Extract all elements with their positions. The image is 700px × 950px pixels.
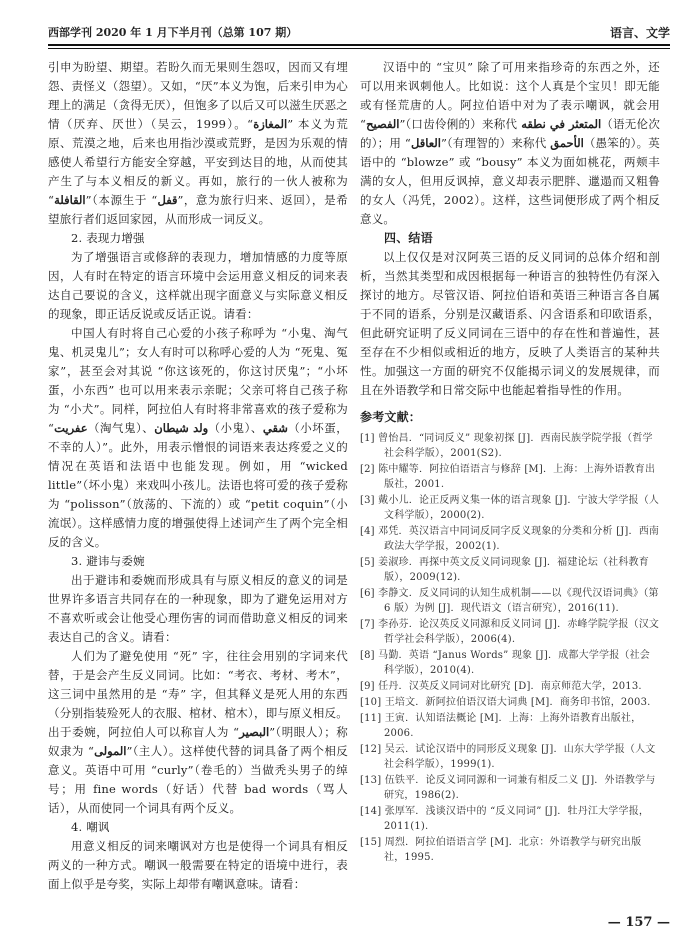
- text: （淘气鬼）、: [87, 421, 155, 435]
- paragraph: 以上仅仅是对汉阿英三语的反义同词的总体介绍和剖析，当然其类型和成因根据每一种语言的独特性仍有深入探讨的地方。尽管汉语、阿拉伯语和英语三种语言各自属于不同的语系，分别是汉藏语系、闪含语系和印欧语系，但此研究证明了反义同词在三语中的存在性和普遍性，甚至存在不少相似或相近的地方，反映了人类语言的某种共性。加强这一方面的研究不仅能揭示词义的发展规律，而且在外语教学和日常交际中也能起着指导性的作用。: [360, 250, 660, 397]
- header-rule: [48, 44, 670, 46]
- text: ”（有理智的）来称代: [440, 136, 551, 150]
- references-title: 参考文献：: [360, 410, 422, 424]
- text: ”，意为旅行归来、返回），是希望旅行者们返回家园，从而形成一词反义。: [48, 193, 348, 226]
- subsection-heading: 3. 避讳与委婉: [71, 554, 145, 568]
- reference-item: [7] 李孙芬．论汉英反义同源和反义同词 [J]．赤峰学院学报（汉文哲学社会科学版），2006(4).: [360, 619, 660, 645]
- reference-item: [12] 吴云．试论汉语中的同形反义现象 [J]．山东大学学报（人文社会科学版），1999(1).: [360, 744, 656, 770]
- paragraph: [48, 324, 348, 552]
- arabic-term: الأحمق: [550, 136, 584, 150]
- left-column: [48, 58, 348, 894]
- reference-item: [1] 曾怡昌．“同词反义” 现象初探 [J]．西南民族学院学报（哲学社会科学版），2001(S2).: [360, 433, 653, 459]
- arabic-term: عفريت: [54, 421, 88, 435]
- paragraph: 为了增强语言或修辞的表现力，增加情感的力度等原因，人有时在特定的语言环境中会运用意义相反的词来表达自己要说的含义，这样就出现字面意义与实际意义相反的现象，即正话反说或反话正说。请看：: [48, 250, 348, 321]
- reference-item: [3] 戴小儿．论正反两义集一体的语言现象 [J]．宁波大学学报（人文科学版），2000(2).: [360, 495, 660, 521]
- text: 中国人有时将自己心爱的小孩子称呼为 “小鬼、淘气鬼、机灵鬼儿”；女人有时可以称呼心爱的人为 “死鬼、冤家”，甚至会对其说 “你这该死的，你这讨厌鬼”；“小坏蛋，小东西” 也可以用来表示亲昵；父亲可将自己孩子称为 “小犬”。同样，阿拉伯人有时将非常喜欢的孩子爱称为 “: [48, 326, 348, 435]
- text: ” 本义为荒原、荒漠之地，后来也用指沙漠或荒野，是因为乐观的情感使人希望行方能安全穿越，平安到达目的地，从而使其产生了与本义相反的新义。再如，旅行的一伙人被称为 “: [48, 117, 348, 207]
- reference-item: [10] 王培文．新阿拉伯语汉语大词典 [M]．商务印书馆，2003.: [360, 697, 651, 708]
- reference-item: [14] 张厚军．浅谈汉语中的 “反义同词” [J]．牡丹江大学学报，2011(1).: [360, 806, 650, 832]
- text: 引申为盼望、期望。若盼久而无果则生怨叹，因而又有埋怨、责怪义（怨望）。又如，“厌”本义为饱，后来引申为心理上的满足（贪得无厌），但饱多了以后又可以滋生厌恶之情（厌弃、厌世）（吴云，1999）。“: [48, 60, 348, 131]
- text: ”（口齿伶俐的）来称代: [399, 117, 522, 131]
- text: 汉语中的 “宝贝” 除了可用来指珍奇的东西之外，还可以用来讽刺他人。比如说：这个人真是个宝贝！即无能或有怪荒唐的人。阿拉伯语中对为了表示嘲讽，就会用 “: [360, 60, 660, 131]
- references-list: [360, 431, 660, 865]
- section-heading: 四、结语: [384, 231, 433, 245]
- reference-item: [5] 姜淑珍．再探中英文反义同词现象 [J]．福建论坛（社科教育版），2009(12).: [360, 557, 649, 583]
- arabic-term: المولى: [94, 744, 127, 758]
- reference-item: [13] 伍铁平．论反义词同源和一词兼有相反二义 [J]．外语教学与研究，1986(2).: [360, 775, 656, 801]
- arabic-term: البصير: [239, 725, 270, 739]
- page-header: [48, 22, 670, 44]
- header-rule-thin: [48, 48, 670, 49]
- page-number: — 157 —: [608, 915, 670, 930]
- arabic-term: شقي: [262, 421, 288, 435]
- reference-item: [15] 周烈．阿拉伯语语言学 [M]．北京：外语教学与研究出版社，1995.: [360, 837, 642, 863]
- paragraph: [48, 647, 348, 818]
- arabic-term: المغازة: [253, 117, 288, 131]
- text: ”（主人）。这样使代替的词具备了两个相反意义。英语中可用 “curly”（卷毛的）当做秃头男子的绰号；用 fine words（好话）代替 bad words（骂人话），从而使同一个词具有两个反义。: [48, 744, 348, 815]
- text: ”（明眼人）；称奴隶为 “: [48, 725, 348, 758]
- reference-item: [8] 马勤．英语 “Janus Words” 现象 [J]．成都大学学报（社会科学版），2010(4).: [360, 650, 651, 676]
- subsection-heading: 4. 嘲讽: [71, 820, 110, 834]
- text: 人们为了避免使用 “死” 字，往往会用别的字词来代替，于是会产生反义同词。比如：“考衣、考材、考木”，这三词中虽然用的是 “寿” 字，但其释义是死人用的东西（分别指装殓死人的衣服、棺材、棺木），即与原义相反。出于委婉，阿拉伯人可以称盲人为 “: [48, 649, 348, 739]
- arabic-term: ولد شيطان: [154, 421, 209, 435]
- text: （小鬼）、: [208, 421, 263, 435]
- arabic-term: العاقل: [411, 136, 441, 150]
- paragraph: 用意义相反的词来嘲讽对方也是使得一个词具有相反两义的一种方式。嘲讽一般需要在特定的语境中进行，表面上似乎是夸奖，实际上却带有嘲讽意味。请看：: [48, 839, 348, 891]
- text: （小坏蛋，不幸的人）”。此外，用表示憎恨的词语来表达疼爱之义的情况在英语和法语中也能发现。例如，用 “wicked little”（坏小鬼）来戏叫小孩儿。法语也将可爱的孩子爱称为 “polisson”（放荡的、下流的）或 “petit coquin”（小流氓）。这样感情力度的增强使得上述词产生了两个完全相反的含义。: [48, 421, 348, 549]
- arabic-term: القافلة: [54, 193, 86, 207]
- right-column: [360, 58, 660, 866]
- section-title: 语言、文学: [609, 26, 670, 40]
- journal-title: 西部学刊 2020 年 1 月下半月刊（总第 107 期）: [48, 26, 298, 39]
- reference-item: [9] 任丹．汉英反义同词对比研究 [D]．南京师范大学，2013.: [360, 681, 642, 692]
- text: （愚笨的）。英语中的 “blowze” 或 “bousy” 本义为面如桃花，两颊丰满的女人，但用反讽掉，意义却表示肥胖、邋遢而又粗鲁的女人（冯凭，2002）。这样，这些词便形成了两个相反意义。: [360, 136, 661, 226]
- paragraph: [360, 58, 660, 229]
- paragraph: [48, 58, 348, 229]
- arabic-term: المتعثر في نطقه: [521, 117, 602, 131]
- text: （语无伦次的）；用 “: [360, 117, 661, 150]
- subsection-heading: 2. 表现力增强: [71, 231, 145, 245]
- reference-item: [4] 邓凭．英汉语言中同词反同字反义现象的分类和分析 [J]．西南政法大学学报，2002(1).: [360, 526, 660, 552]
- arabic-term: قفل: [157, 193, 178, 207]
- reference-item: [11] 王寅．认知语法概论 [M]．上海：上海外语教育出版社，2006.: [360, 713, 642, 739]
- arabic-term: الفصيح: [366, 117, 400, 131]
- reference-item: [2] 陈中耀等．阿拉伯语语言与修辞 [M]．上海：上海外语教育出版社，2001.: [360, 464, 656, 490]
- paragraph: 出于避讳和委婉而形成具有与原义相反的意义的词是世界许多语言共同存在的一种现象，即为了避免运用对方不喜欢听或会让他受心理伤害的词而借助意义相反的词来表达自己的含义。请看：: [48, 573, 348, 644]
- reference-item: [6] 李静文．反义同词的认知生成机制——以《现代汉语词典》（第 6 版）为例 [J]．现代语文（语言研究），2016(11).: [360, 588, 659, 614]
- text: ”（本源生于 “: [85, 193, 158, 207]
